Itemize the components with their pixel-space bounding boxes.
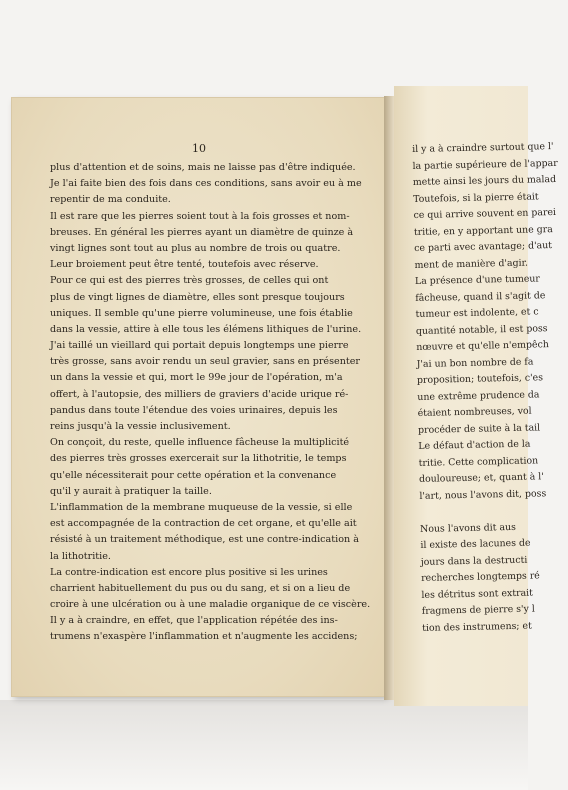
right-page-text-line: tritie, en y apportant une gra	[413, 223, 553, 238]
left-page-text-line: pandus dans toute l'étendue des voies urinaires, depuis les	[50, 404, 338, 416]
left-page-text-line: trumens n'exaspère l'inflammation et n'augmente les accidens;	[50, 631, 358, 643]
left-page-text-line: Il est rare que les pierres soient tout à la fois grosses et nom-	[50, 210, 350, 222]
right-page-text-line: recherches longtemps ré	[421, 570, 540, 584]
left-page-text-line: On conçoit, du reste, quelle influence fâcheuse la multiplicité	[50, 437, 350, 449]
right-page-text-line: La présence d'une tumeur	[414, 273, 540, 287]
right-page-text-line: douloureuse; et, quant à l'	[418, 471, 544, 485]
right-page-text-line: fâcheuse, quand il s'agit de	[415, 289, 546, 304]
right-page-text-line: tritie. Cette complication	[418, 454, 539, 469]
right-page-text-line: il y a à craindre surtout que l'	[412, 141, 554, 155]
right-page-text-line: Le défaut d'action de la	[418, 438, 531, 452]
right-page-text-line: les détritus sont extrait	[421, 587, 533, 601]
left-page-text-line: charrient habituellement du pus ou du sang, et si on a lieu de	[50, 582, 351, 594]
right-page-text-line: ce qui arrive souvent en parei	[413, 207, 557, 221]
right-page-text-line: une extrême prudence da	[417, 388, 540, 403]
right-page-text	[412, 139, 558, 637]
right-page-text-line: tion des instrumens; et	[422, 620, 532, 634]
right-page-text-line: nœuvre et qu'elle n'empêch	[416, 339, 549, 353]
right-page-text-line: proposition; toutefois, c'es	[416, 372, 544, 386]
right-page-text-line: jours dans la destructi	[420, 554, 528, 568]
right-page-text-line: J'ai un bon nombre de fa	[416, 356, 534, 370]
left-page-text-line: offert, à l'autopsie, des milliers de graviers d'acide urique ré-	[50, 388, 349, 400]
left-page-text-line: J'ai taillé un vieillard qui portait depuis longtemps une pierre	[50, 340, 349, 352]
right-page-text-line: fragmens de pierre s'y l	[421, 603, 535, 617]
right-page-text-line: procéder de suite à la tail	[417, 421, 541, 436]
left-page-text-line: la lithotritie.	[50, 550, 111, 562]
right-page-text-line: Toutefois, si la pierre était	[413, 190, 539, 205]
left-page-text-line: repentir de ma conduite.	[50, 194, 171, 206]
right-page-text-line: quantité notable, il est poss	[415, 322, 548, 337]
right-page-text-line: Nous l'avons dit aus	[419, 521, 516, 535]
left-page-text-line: La contre-indication est encore plus positive si les urines	[50, 566, 328, 578]
right-page-text-line: ment de manière d'agir.	[414, 257, 529, 271]
left-page-text	[50, 160, 371, 646]
right-page-text-line: tumeur est indolente, et c	[415, 306, 539, 320]
right-page	[394, 86, 558, 706]
left-page-text-line: très grosse, sans avoir rendu un seul gravier, sans en présenter	[50, 356, 360, 368]
table-surface	[0, 700, 528, 790]
left-page	[12, 98, 386, 696]
left-page-text-line: Leur broiement peut être tenté, toutefois avec réserve.	[50, 259, 319, 271]
left-page-text-line: un dans la vessie et qui, mort le 99e jour de l'opération, m'a	[50, 372, 343, 384]
left-page-text-line: reins jusqu'à la vessie inclusivement.	[50, 421, 231, 432]
left-page-text-line: plus de vingt lignes de diamètre, elles sont presque toujours	[50, 291, 345, 303]
left-page-text-line: qu'elle nécessiterait pour cette opération et la convenance	[50, 469, 337, 481]
left-page-text-line: est accompagnée de la contraction de cet organe, et qu'elle ait	[50, 518, 357, 530]
right-page-text-line: la partie supérieure de l'appar	[412, 157, 558, 172]
left-page-text-line: croire à une ulcération ou à une maladie organique de ce viscère.	[50, 599, 371, 611]
left-page-text-line: Il y a à craindre, en effet, que l'application répétée des ins-	[50, 615, 338, 627]
right-page-text-line: étaient nombreuses, vol	[417, 405, 532, 419]
left-page-text-line: vingt lignes sont tout au plus au nombre de trois ou quatre.	[50, 242, 341, 254]
right-page-text-line: ce parti avec avantage; d'aut	[414, 240, 553, 254]
left-page-text-line: plus d'attention et de soins, mais ne laisse pas d'être indiquée.	[50, 162, 356, 173]
left-page-text-line: Pour ce qui est des pierres très grosses, de celles qui ont	[50, 275, 329, 287]
left-page-text-line: résisté à un traitement méthodique, est une contre-indication à	[50, 534, 359, 546]
left-page-text-line: L'inflammation de la membrane muqueuse de la vessie, si elle	[50, 501, 353, 513]
left-page-text-line: breuses. En général les pierres ayant un diamètre de quinze à	[50, 226, 354, 238]
left-page-text-line: des pierres très grosses exercerait sur la lithotritie, le temps	[50, 453, 347, 465]
left-page-text-line: dans la vessie, attire à elle tous les élémens lithiques de l'urine.	[50, 323, 362, 335]
left-page-text-line: uniques. Il semble qu'une pierre volumineuse, une fois établie	[50, 307, 353, 319]
page-number: 10	[192, 142, 206, 155]
left-page-text-line: Je l'ai faite bien des fois dans ces conditions, sans avoir eu à me	[50, 178, 362, 190]
right-page-text-line: l'art, nous l'avons dit, poss	[419, 487, 547, 502]
left-page-text-line: qu'il y aurait à pratiquer la taille.	[50, 485, 212, 497]
right-page-text-line: mette ainsi les jours du malad	[412, 173, 557, 188]
right-page-text-line: il existe des lacunes de	[420, 537, 531, 551]
